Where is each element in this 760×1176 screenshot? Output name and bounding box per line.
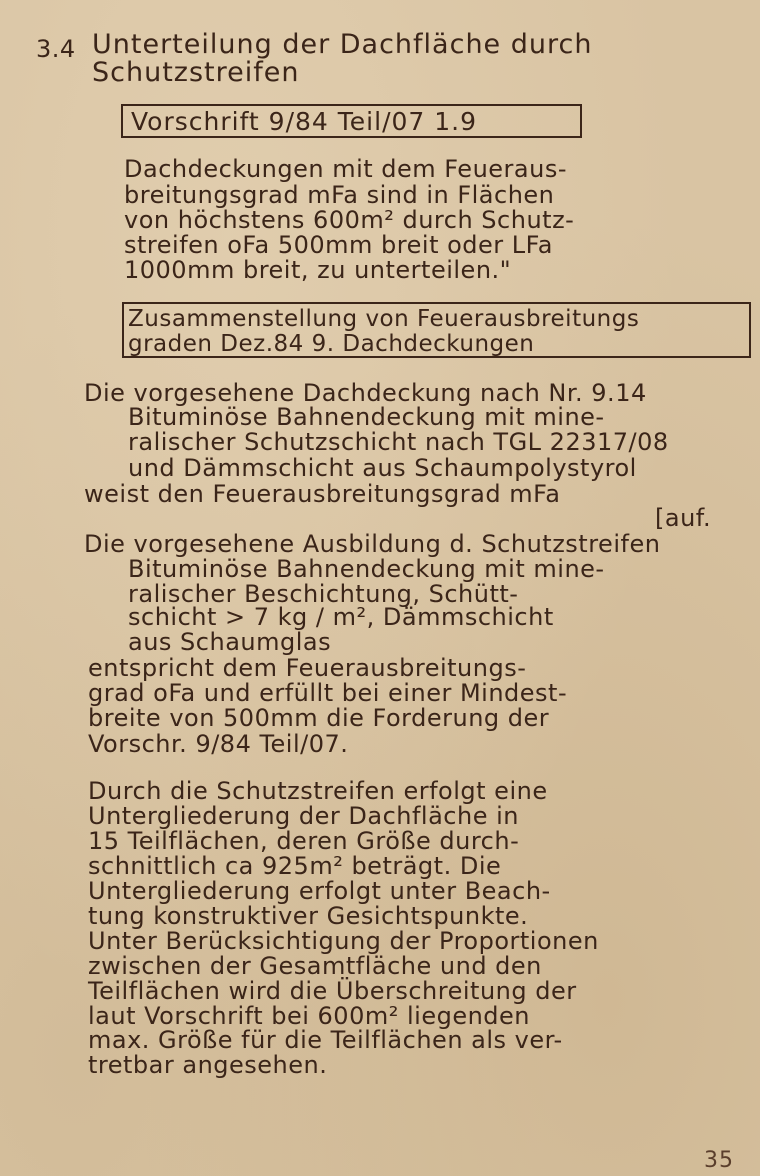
strip-line-1: Die vorgesehene Ausbildung d. Schutzstreifen	[84, 530, 661, 558]
quote-line-1: Dachdeckungen mit dem Feueraus-	[124, 155, 567, 183]
strip-line-4: schicht > 7 kg / m², Dämmschicht	[128, 603, 554, 631]
quote-line-2: breitungsgrad mFa sind in Flächen	[124, 181, 555, 209]
strip-line-9: Vorschr. 9/84 Teil/07.	[88, 730, 349, 758]
subdivision-line-8: zwischen der Gesamtfläche und den	[88, 952, 542, 980]
strip-line-8: breite von 500mm die Forderung der	[88, 704, 550, 732]
page-number: 35	[704, 1148, 734, 1173]
roofing-line-1: Die vorgesehene Dachdeckung nach Nr. 9.14	[84, 379, 647, 407]
compilation-reference-box	[122, 302, 751, 358]
compilation-reference-line-2: graden Dez.84 9. Dachdeckungen	[128, 331, 535, 357]
strip-line-6: entspricht dem Feuerausbreitungs-	[88, 654, 527, 682]
roofing-line-6: [auf.	[655, 504, 712, 532]
subdivision-line-4: schnittlich ca 925m² beträgt. Die	[88, 852, 502, 880]
quote-line-5: 1000mm breit, zu unterteilen."	[124, 256, 512, 284]
strip-line-7: grad oFa und erfüllt bei einer Mindest-	[88, 679, 568, 707]
section-title-line-1: Unterteilung der Dachfläche durch	[92, 29, 593, 60]
subdivision-line-2: Untergliederung der Dachfläche in	[88, 802, 519, 830]
roofing-line-4: und Dämmschicht aus Schaumpolystyrol	[128, 454, 637, 482]
quote-line-4: streifen oFa 500mm breit oder LFa	[124, 231, 553, 259]
subdivision-line-5: Untergliederung erfolgt unter Beach-	[88, 877, 551, 905]
subdivision-line-7: Unter Berücksichtigung der Proportionen	[88, 927, 599, 955]
section-number: 3.4	[36, 35, 76, 63]
subdivision-line-12: tretbar angesehen.	[88, 1051, 328, 1079]
subdivision-line-6: tung konstruktiver Gesichtspunkte.	[88, 902, 529, 930]
section-title-line-2: Schutzstreifen	[92, 57, 300, 88]
subdivision-line-11: max. Größe für die Teilflächen als ver-	[88, 1026, 563, 1054]
strip-line-3: ralischer Beschichtung, Schütt-	[128, 580, 519, 608]
regulation-reference-box	[121, 104, 582, 138]
strip-line-2: Bituminöse Bahnendeckung mit mine-	[128, 555, 605, 583]
subdivision-line-1: Durch die Schutzstreifen erfolgt eine	[88, 777, 548, 805]
roofing-line-2: Bituminöse Bahnendeckung mit mine-	[128, 403, 605, 431]
compilation-reference-line-1: Zusammenstellung von Feuerausbreitungs	[128, 306, 640, 332]
strip-line-5: aus Schaumglas	[128, 628, 332, 656]
subdivision-line-9: Teilflächen wird die Überschreitung der	[88, 977, 577, 1005]
roofing-line-3: ralischer Schutzschicht nach TGL 22317/08	[128, 428, 669, 456]
regulation-reference: Vorschrift 9/84 Teil/07 1.9	[131, 107, 478, 136]
subdivision-line-10: laut Vorschrift bei 600m² liegenden	[88, 1002, 530, 1030]
roofing-line-5: weist den Feuerausbreitungsgrad mFa	[84, 480, 561, 508]
subdivision-line-3: 15 Teilflächen, deren Größe durch-	[88, 827, 520, 855]
quote-line-3: von höchstens 600m² durch Schutz-	[124, 206, 575, 234]
